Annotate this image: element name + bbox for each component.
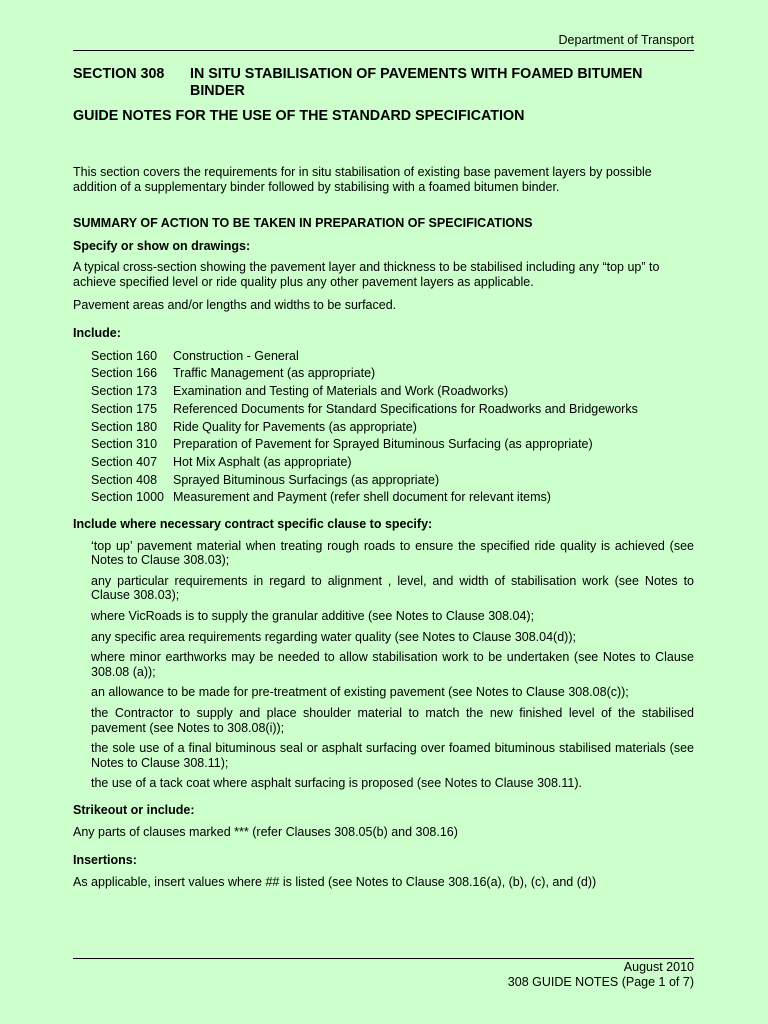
- section-name: Ride Quality for Pavements (as appropriate): [173, 419, 417, 434]
- section-row: [91, 383, 694, 401]
- clause-item: an allowance to be made for pre-treatment of existing pavement (see Notes to Clause 308.08(c));: [91, 685, 629, 700]
- section-number: Section 1000: [91, 490, 164, 505]
- specify-item: A typical cross-section showing the pavement layer and thickness to be stabilised including any “top up” to achieve specified level or ride quality plus any other pavement layers as applicable.: [73, 260, 660, 289]
- section-name: Measurement and Payment (refer shell document for relevant items): [173, 490, 551, 505]
- title-block: [73, 66, 694, 125]
- clause-item: where minor earthworks may be needed to allow stabilisation work to be undertaken (see Notes to Clause 308.08 (a));: [91, 650, 694, 679]
- clause-item: where VicRoads is to supply the granular additive (see Notes to Clause 308.04);: [91, 609, 535, 624]
- insertions-heading: Insertions:: [73, 853, 137, 868]
- section-number: Section 175: [91, 401, 158, 416]
- strikeout-heading: Strikeout or include:: [73, 802, 195, 817]
- section-name: Sprayed Bituminous Surfacings (as appropriate): [173, 472, 440, 487]
- section-row: [91, 419, 694, 437]
- section-number: Section 407: [91, 454, 158, 469]
- section-name: Referenced Documents for Standard Specifications for Roadworks and Bridgeworks: [173, 401, 638, 416]
- section-number: Section 180: [91, 419, 158, 434]
- section-row: [91, 365, 694, 383]
- department-header: Department of Transport: [558, 33, 694, 47]
- summary-heading: SUMMARY OF ACTION TO BE TAKEN IN PREPARATION OF SPECIFICATIONS: [73, 216, 533, 231]
- section-number: Section 160: [91, 348, 158, 363]
- section-row: [91, 472, 694, 490]
- clause-item: the Contractor to supply and place shoulder material to match the new finished level of the stabilised pavement (see Notes to 308.08(i));: [91, 706, 694, 735]
- section-row: [91, 489, 694, 507]
- section-row: [91, 401, 694, 419]
- include-where-heading: Include where necessary contract specific clause to specify:: [73, 517, 433, 532]
- page-footer: [508, 960, 694, 989]
- section-name: Preparation of Pavement for Sprayed Bituminous Surfacing (as appropriate): [173, 437, 593, 452]
- footer-date: August 2010: [623, 960, 694, 974]
- clause-item: any particular requirements in regard to alignment , level, and width of stabilisation work (see Notes to Clause 308.03);: [91, 573, 694, 603]
- strikeout-text: Any parts of clauses marked *** (refer Clauses 308.05(b) and 308.16): [73, 824, 458, 839]
- section-code: SECTION 308: [73, 66, 165, 82]
- clause-item: ‘top up’ pavement material when treating rough roads to ensure the specified ride quality is achieved (see Notes to Clause 308.03);: [91, 538, 694, 568]
- insertions-text: As applicable, insert values where ## is listed (see Notes to Clause 308.16(a), (b), (c), and (d)): [73, 874, 597, 889]
- clause-item: the use of a tack coat where asphalt surfacing is proposed (see Notes to Clause 308.11).: [91, 776, 583, 791]
- section-name: Construction - General: [173, 348, 299, 363]
- section-name: Examination and Testing of Materials and Work (Roadworks): [173, 384, 509, 399]
- section-name: Hot Mix Asphalt (as appropriate): [173, 454, 352, 469]
- include-section-list: [91, 348, 694, 507]
- header-rule: [73, 50, 694, 51]
- section-row: [91, 436, 694, 454]
- intro-paragraph: This section covers the requirements for in situ stabilisation of existing base pavement layers by possible addition of a supplementary binder followed by stabilising with a foamed bitumen binder.: [73, 165, 652, 194]
- section-number: Section 310: [91, 437, 158, 452]
- section-number: Section 166: [91, 366, 158, 381]
- document-body: [73, 165, 694, 897]
- clause-item: any specific area requirements regarding water quality (see Notes to Clause 308.04(d));: [91, 629, 576, 644]
- section-name: Traffic Management (as appropriate): [173, 366, 376, 381]
- footer-page-number: 308 GUIDE NOTES (Page 1 of 7): [507, 974, 694, 989]
- include-heading: Include:: [73, 326, 121, 341]
- footer-rule: [73, 958, 694, 959]
- section-number: Section 408: [91, 472, 158, 487]
- specify-item: Pavement areas and/or lengths and widths to be surfaced.: [73, 297, 397, 312]
- section-row: [91, 454, 694, 472]
- section-number: Section 173: [91, 384, 158, 399]
- section-title: IN SITU STABILISATION OF PAVEMENTS WITH FOAMED BITUMEN BINDER: [190, 66, 643, 99]
- section-row: [91, 348, 694, 366]
- guide-notes-title: GUIDE NOTES FOR THE USE OF THE STANDARD SPECIFICATION: [73, 108, 525, 124]
- specify-heading: Specify or show on drawings:: [73, 238, 251, 253]
- clause-item: the sole use of a final bituminous seal or asphalt surfacing over foamed bituminous stabilised materials (see Notes to Clause 308.11);: [91, 741, 694, 770]
